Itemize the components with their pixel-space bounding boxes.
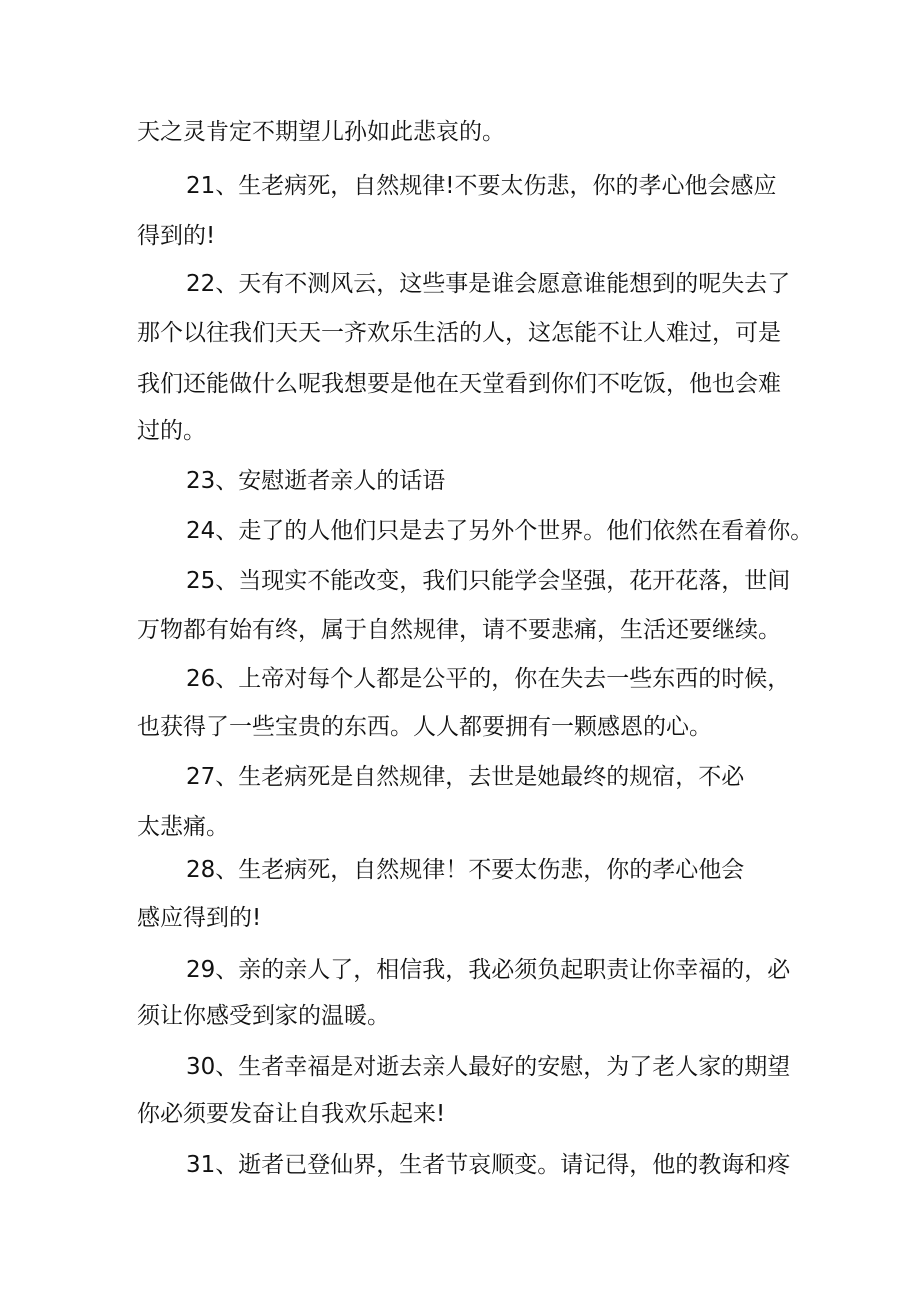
item-31: 31、逝者已登仙界，生者节哀顺变。请记得，他的教诲和疼 (186, 1152, 791, 1178)
item-21: 21、生老病死，自然规律!不要太伤悲，你的孝心他会感应 (186, 173, 777, 199)
item-23-heading: 23、安慰逝者亲人的话语 (186, 468, 446, 494)
text-line-continuation: 天之灵肯定不期望儿孙如此悲哀的。 (137, 119, 505, 145)
text-line: 太悲痛。 (137, 814, 229, 840)
item-26: 26、上帝对每个人都是公平的，你在失去一些东西的时候， (186, 666, 791, 692)
text-line: 过的。 (137, 418, 206, 444)
text-line: 感应得到的! (137, 905, 262, 931)
item-28: 28、生老病死，自然规律！不要太伤悲，你的孝心他会 (186, 857, 745, 883)
item-22: 22、天有不测风云，这些事是谁会愿意谁能想到的呢失去了 (186, 271, 791, 297)
text-line: 须让你感受到家的温暖。 (137, 1003, 390, 1029)
item-27: 27、生老病死是自然规律，去世是她最终的规宿，不必 (186, 764, 745, 790)
text-line: 也获得了一些宝贵的东西。人人都要拥有一颗感恩的心。 (137, 714, 712, 740)
text-line: 那个以往我们天天一齐欢乐生活的人，这怎能不让人难过，可是 (137, 320, 781, 346)
text-line: 万物都有始有终，属于自然规律，请不要悲痛，生活还要继续。 (137, 617, 781, 643)
item-24: 24、走了的人他们只是去了另外个世界。他们依然在看着你。 (186, 518, 814, 544)
text-line: 我们还能做什么呢我想要是他在天堂看到你们不吃饭，他也会难 (137, 371, 781, 397)
item-25: 25、当现实不能改变，我们只能学会坚强，花开花落，世间 (186, 568, 791, 594)
item-29: 29、亲的亲人了，相信我，我必须负起职责让你幸福的，必 (186, 957, 791, 983)
text-line: 得到的! (137, 223, 216, 249)
item-30: 30、生者幸福是对逝去亲人最好的安慰，为了老人家的期望 (186, 1054, 791, 1080)
text-line: 你必须要发奋让自我欢乐起来! (137, 1101, 446, 1127)
